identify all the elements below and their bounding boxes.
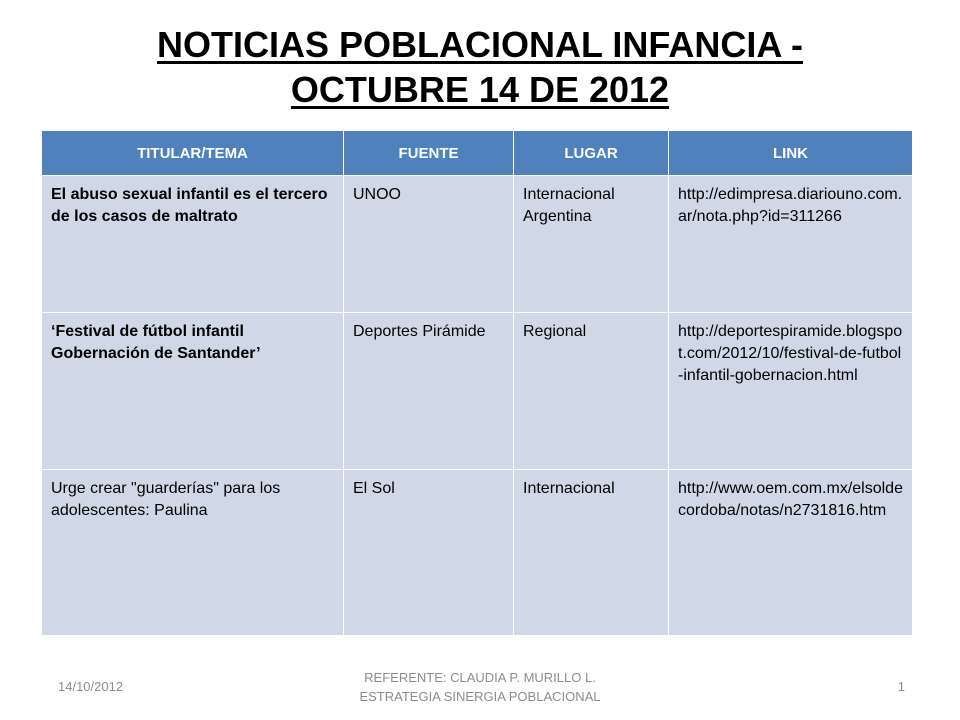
footer-referente xyxy=(300,668,660,706)
table-header-row xyxy=(42,131,913,176)
table-row xyxy=(42,313,913,470)
page-title-line-1: NOTICIAS POBLACIONAL INFANCIA - xyxy=(157,24,803,65)
cell-lugar: Internacional Argentina xyxy=(514,176,669,313)
cell-link[interactable]: http://www.oem.com.mx/elsoldecordoba/notas/n2731816.htm xyxy=(669,470,913,636)
cell-fuente: UNOO xyxy=(344,176,514,313)
footer-referente-line-1: REFERENTE: CLAUDIA P. MURILLO L. xyxy=(364,670,596,685)
cell-link[interactable]: http://edimpresa.diariouno.com.ar/nota.php?id=311266 xyxy=(669,176,913,313)
table-row xyxy=(42,470,913,636)
cell-titular: El abuso sexual infantil es el tercero de los casos de maltrato xyxy=(42,176,344,313)
page-title xyxy=(40,22,920,112)
page-number: 1 xyxy=(897,679,905,694)
cell-titular: ‘Festival de fútbol infantil Gobernación de Santander’ xyxy=(42,313,344,470)
footer-referente-line-2: ESTRATEGIA SINERGIA POBLACIONAL xyxy=(359,689,601,704)
table-row xyxy=(42,176,913,313)
cell-link[interactable]: http://deportespiramide.blogspot.com/2012/10/festival-de-futbol-infantil-gobernacion.html xyxy=(669,313,913,470)
column-header-fuente: FUENTE xyxy=(344,131,514,176)
column-header-titular: TITULAR/TEMA xyxy=(42,131,344,176)
column-header-lugar: LUGAR xyxy=(514,131,669,176)
news-table xyxy=(41,130,913,636)
cell-titular: Urge crear "guarderías" para los adolescentes: Paulina xyxy=(42,470,344,636)
cell-lugar: Internacional xyxy=(514,470,669,636)
column-header-link: LINK xyxy=(669,131,913,176)
page-title-line-2: OCTUBRE 14 DE 2012 xyxy=(290,69,670,110)
cell-fuente: Deportes Pirámide xyxy=(344,313,514,470)
cell-lugar: Regional xyxy=(514,313,669,470)
cell-fuente: El Sol xyxy=(344,470,514,636)
footer-date: 14/10/2012 xyxy=(58,679,124,694)
